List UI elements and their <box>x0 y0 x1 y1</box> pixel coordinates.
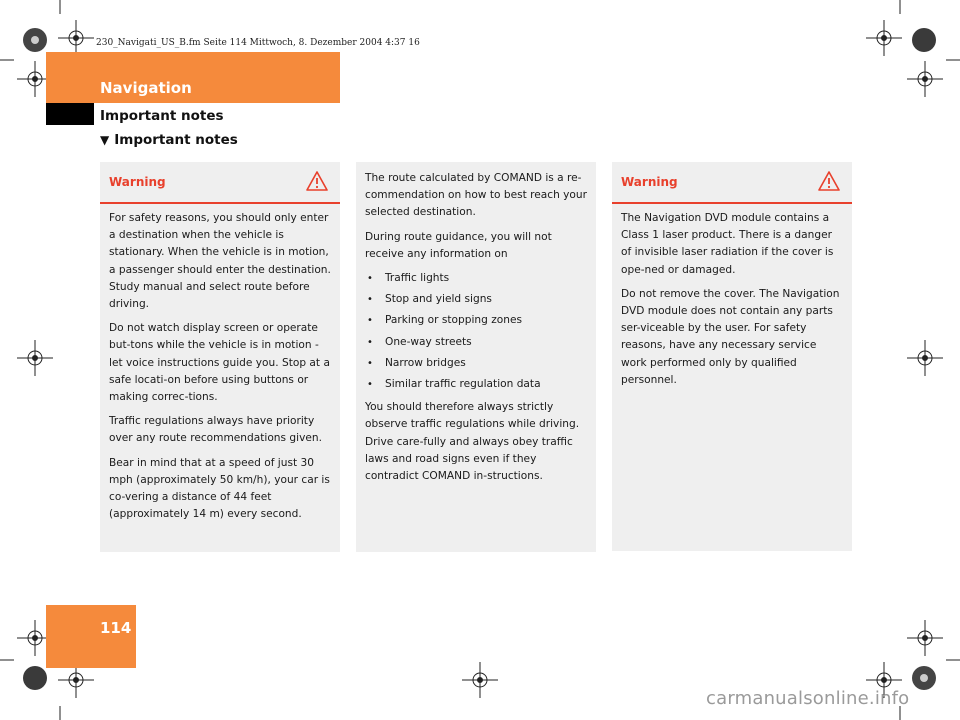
warning-paragraph: Do not remove the cover. The Navigation DVD module does not contain any parts ser-viceable by the user. For safety reasons, have any necessary service work performed only by qualified personnel. <box>621 287 840 386</box>
warning-paragraph: Traffic regulations always have priority over any route recommendations given. <box>109 415 322 445</box>
bullet-icon: • <box>367 357 373 369</box>
body-paragraph: The route calculated by COMAND is a re-commendation on how to best reach your selected destination. <box>365 172 587 219</box>
topic-heading-text: Important notes <box>114 132 238 148</box>
bullet-icon: • <box>367 315 373 327</box>
list-item: • Stop and yield signs <box>365 291 587 308</box>
right-warning-box <box>612 162 852 551</box>
registration-mark <box>17 340 53 376</box>
left-warning-box <box>100 162 340 552</box>
bullet-icon: • <box>367 294 373 306</box>
registration-mark <box>907 61 943 97</box>
registration-mark <box>907 620 943 656</box>
triangle-down-icon: ▼ <box>100 133 110 147</box>
warning-triangle-icon <box>306 171 328 191</box>
route-info-box <box>356 162 596 552</box>
registration-mark <box>58 20 94 56</box>
color-dial <box>23 28 47 52</box>
warning-header <box>100 162 340 204</box>
subsection-title: Important notes <box>100 108 224 124</box>
registration-mark <box>866 20 902 56</box>
warning-label: Warning <box>621 175 678 189</box>
warning-label: Warning <box>109 175 166 189</box>
color-dial <box>23 666 47 690</box>
list-item: • Narrow bridges <box>365 355 587 372</box>
section-tab-marker <box>46 103 94 125</box>
warning-paragraph: Bear in mind that at a speed of just 30 mph (approximately 50 km/h), your car is co-vering a distance of 44 feet (approximately 14 m) every second. <box>109 456 330 521</box>
color-dial <box>912 28 936 52</box>
page-number: 114 <box>100 619 132 637</box>
print-header: 230_Navigati_US_B.fm Seite 114 Mittwoch, 8. Dezember 2004 4:37 16 <box>96 38 420 48</box>
bullet-icon: • <box>367 273 373 285</box>
watermark: carmanualsonline.info <box>706 688 910 709</box>
section-title: Navigation <box>100 79 192 97</box>
warning-triangle-icon <box>818 171 840 191</box>
warning-header <box>612 162 852 204</box>
bullet-icon: • <box>367 336 373 348</box>
body-paragraph: You should therefore always strictly observe traffic regulations while driving. Drive care-fully and always obey traffic laws and road signs even if they contradict COMAND in-structions. <box>365 401 580 483</box>
registration-mark <box>907 340 943 376</box>
list-item: • Parking or stopping zones <box>365 312 587 329</box>
warning-paragraph: Do not watch display screen or operate but-tons while the vehicle is in motion - let voice instructions guide you. Stop at a safe locati-on before using buttons or making correc-tions. <box>109 322 330 404</box>
list-item: • Similar traffic regulation data <box>365 376 587 393</box>
bullet-icon: • <box>367 379 373 391</box>
registration-mark <box>462 662 498 698</box>
color-dial <box>912 666 936 690</box>
warning-paragraph: The Navigation DVD module contains a Class 1 laser product. There is a danger of invisible laser radiation if the cover is ope-ned or damaged. <box>621 212 834 276</box>
list-item: • One-way streets <box>365 334 587 351</box>
warning-paragraph: For safety reasons, you should only enter a destination when the vehicle is stationary. When the vehicle is in motion, a passenger should enter the destination. Study manual and select route before driving. <box>109 212 331 311</box>
list-item: • Traffic lights <box>365 270 587 287</box>
body-paragraph: During route guidance, you will not receive any information on <box>365 230 552 260</box>
topic-heading <box>100 132 238 148</box>
bullet-list <box>365 270 587 393</box>
section-header-bar <box>46 52 340 103</box>
